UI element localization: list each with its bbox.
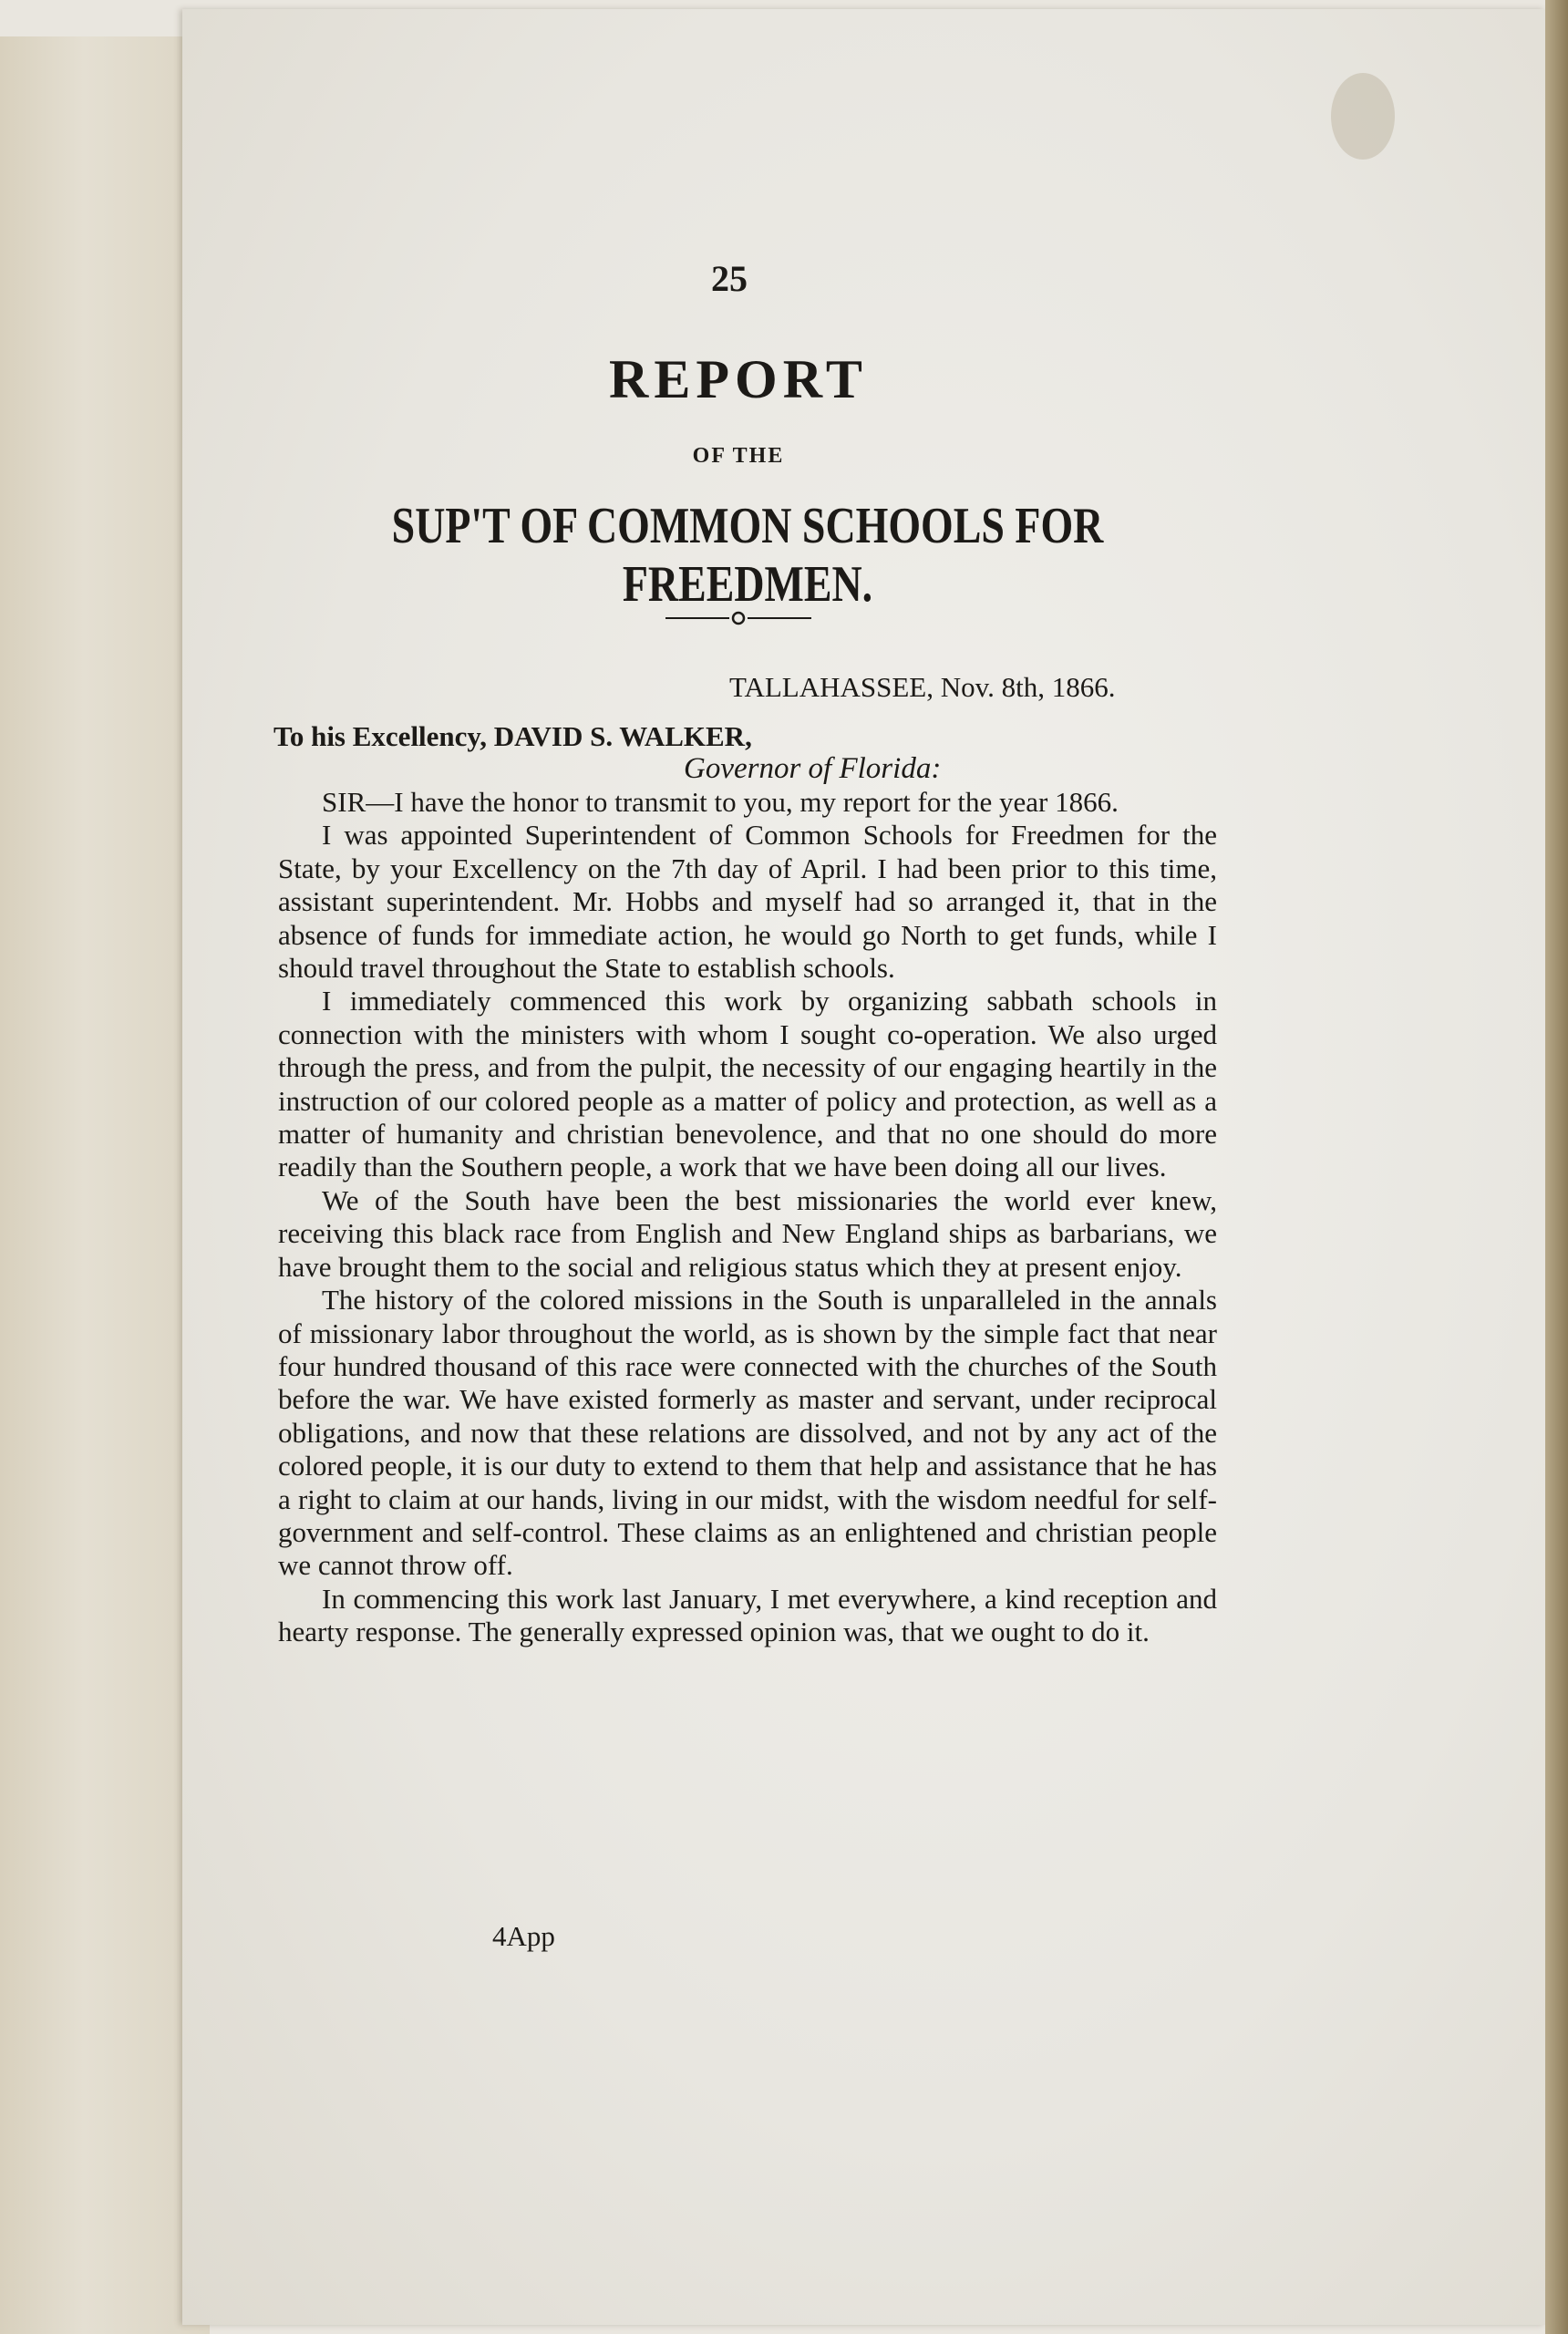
ornamental-rule — [665, 609, 811, 627]
binding-strip — [0, 36, 210, 2334]
page-number: 25 — [711, 258, 748, 299]
paragraph: I was appointed Superintendent of Common Schools for Freedmen for the State, by your Excellency on the 7th day of April. I had been prior to this time, assistant superintendent. Mr. Hobbs and myself had so arranged it, that in the absence of funds for immediate action, he would go North to get funds, while I should travel throughout the State to establish schools. — [278, 819, 1217, 985]
letter-body — [278, 786, 1217, 1649]
paragraph: SIR—I have the honor to transmit to you, my report for the year 1866. — [322, 786, 1119, 818]
signature-mark: 4App — [492, 1920, 555, 1952]
heading-of-the: OF THE — [692, 444, 785, 468]
paragraph: We of the South have been the best missionaries the world ever knew, receiving this black race from English and New England ships as barbarians, we have brought them to the social and religious status which they at present enjoy. — [278, 1183, 1217, 1283]
report-title: REPORT — [609, 349, 868, 409]
paper-stain — [1331, 73, 1395, 160]
paragraph: The history of the colored missions in the South is unparalleled in the annals of missionary labor throughout the world, as is shown by the simple fact that near four hundred thousand of this race were connected with the churches of the South before the war. We have existed formerly as master and servant, under reciprocal obligations, and now that these relations are dissolved, and not by any act of the colored people, it is our duty to extend to them that help and assistance that he has a right to claim at our hands, living in our midst, with the wisdom needful for self-government and self-control. These claims as an enlightened and christian people we cannot throw off. — [278, 1284, 1217, 1582]
salutation: To his Excellency, DAVID S. WALKER, — [273, 720, 752, 752]
page-edge — [1545, 0, 1568, 2334]
paragraph: I immediately commenced this work by organizing sabbath schools in connection with the ministers with whom I sought co-operation. We also urged through the press, and from the pulpit, the necessity of our engaging heartily in the instruction of our colored people as a matter of policy and protection, as well as a matter of humanity and christian benevolence, and that no one should do more readily than the Southern people, a work that we have been doing all our lives. — [278, 985, 1217, 1183]
report-subtitle: SUP'T OF COMMON SCHOOLS FOR FREEDMEN. — [391, 498, 1104, 613]
dateline: TALLAHASSEE, Nov. 8th, 1866. — [729, 671, 1116, 703]
paragraph: In commencing this work last January, I met everywhere, a kind reception and hearty response. The generally expressed opinion was, that we ought to do it. — [278, 1582, 1217, 1648]
governor-line: Governor of Florida: — [684, 752, 942, 785]
